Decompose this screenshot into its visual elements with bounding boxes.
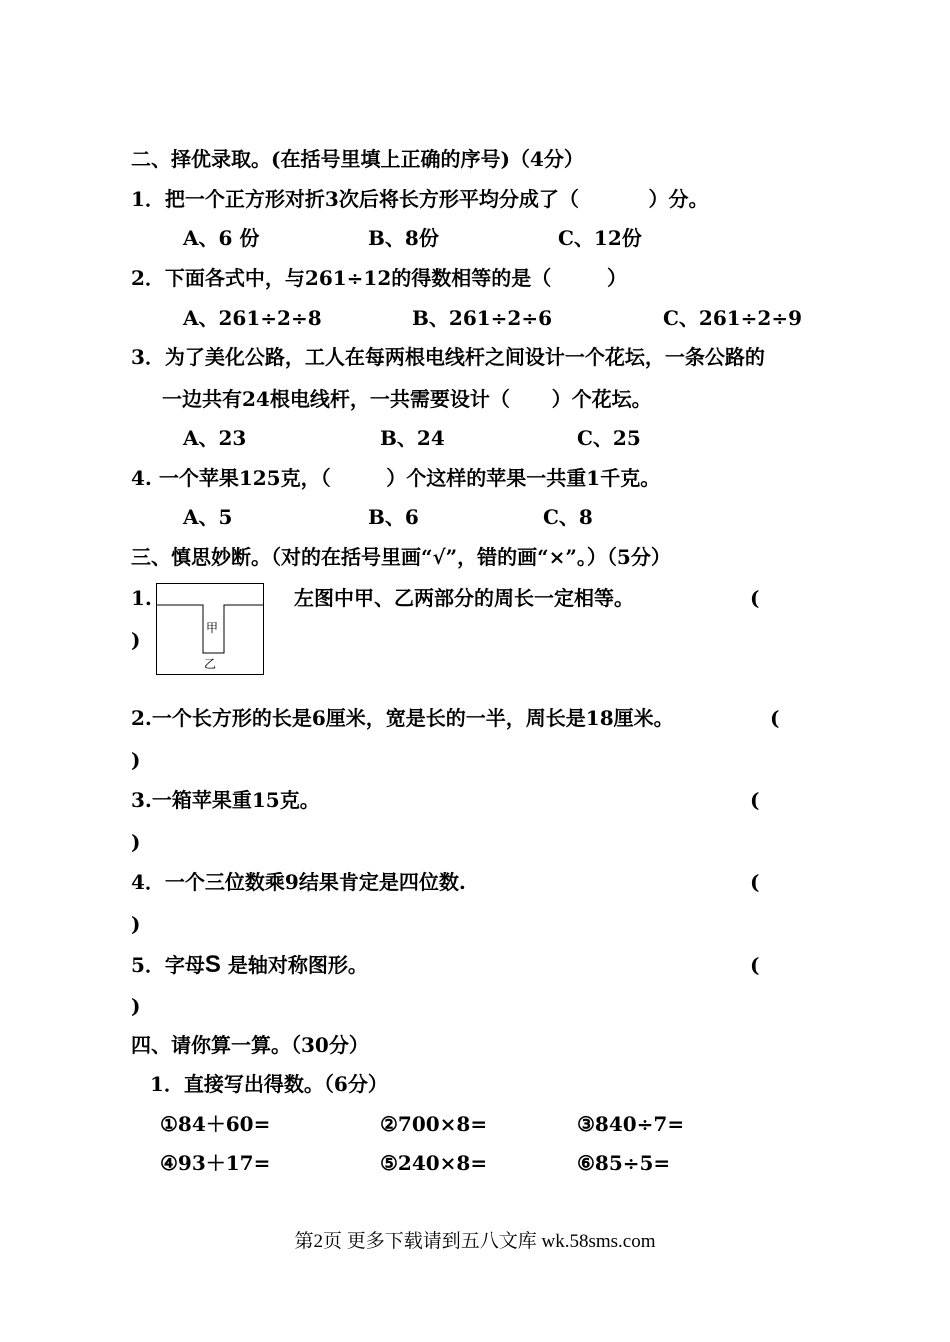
calc-item-6: ⑥85÷5= xyxy=(577,1151,671,1175)
s4-sub1-heading: 1．直接写出得数。（6分） xyxy=(150,1072,388,1096)
s3-q2-close-paren: ) xyxy=(131,748,141,772)
s3-q5-post: 是轴对称图形。 xyxy=(220,953,368,977)
s2-q4-option-b: B、6 xyxy=(368,505,419,529)
s3-q5-close-paren: ) xyxy=(131,994,141,1018)
s2-q4-option-a: A、5 xyxy=(183,505,233,529)
s3-q1-number: 1. xyxy=(131,586,152,610)
s3-q1-open-paren: ( xyxy=(750,586,760,610)
page-footer: 第2页 更多下载请到五八文库 wk.58sms.com xyxy=(294,1231,656,1252)
s2-q3-option-c: C、25 xyxy=(577,426,641,450)
s2-q3-stem-line1: 3．为了美化公路，工人在每两根电线杆之间设计一个花坛，一条公路的 xyxy=(131,345,765,369)
s3-q5-open-paren: ( xyxy=(750,953,760,977)
calc-item-5: ⑤240×8= xyxy=(380,1151,488,1175)
s3-q3-close-paren: ) xyxy=(131,830,141,854)
s3-q4-close-paren: ) xyxy=(131,912,141,936)
s3-q1-close-paren: ) xyxy=(131,628,141,652)
s3-q2-open-paren: ( xyxy=(770,706,780,730)
s2-q4-stem: 4. 一个苹果125克，（ ）个这样的苹果一共重1千克。 xyxy=(131,466,661,490)
s2-q3-option-a: A、23 xyxy=(183,426,247,450)
perimeter-diagram xyxy=(156,583,264,675)
s2-q2-stem: 2．下面各式中，与261÷12的得数相等的是（ ） xyxy=(131,266,627,290)
section-3-heading: 三、慎思妙断。（对的在括号里画“√”，错的画“×”。）（5分） xyxy=(131,545,671,569)
diagram-label-jia: 甲 xyxy=(206,621,219,635)
calc-item-4: ④93＋17= xyxy=(160,1151,271,1175)
s2-q2-option-b: B、261÷2÷6 xyxy=(412,306,552,330)
s3-q4-open-paren: ( xyxy=(750,870,760,894)
s2-q1-option-b: B、8份 xyxy=(368,226,439,250)
s3-q4-text: 4．一个三位数乘9结果肯定是四位数. xyxy=(131,870,466,894)
s3-q5-pre: 5．字母 xyxy=(131,953,205,977)
s2-q1-stem: 1．把一个正方形对折3次后将长方形平均分成了（ ）分。 xyxy=(131,187,709,211)
s3-q5-text xyxy=(131,953,368,977)
calc-item-3: ③840÷7= xyxy=(577,1112,685,1136)
s2-q1-option-a: A、6 份 xyxy=(183,226,260,250)
s3-q3-text: 3.一箱苹果重15克。 xyxy=(131,788,320,812)
diagram-label-yi: 乙 xyxy=(204,657,217,671)
calc-item-2: ②700×8= xyxy=(380,1112,488,1136)
s2-q2-option-c: C、261÷2÷9 xyxy=(663,306,803,330)
s3-q2-text: 2.一个长方形的长是6厘米，宽是长的一半，周长是18厘米。 xyxy=(131,706,674,730)
s2-q1-option-c: C、12份 xyxy=(558,226,642,250)
s2-q4-option-c: C、8 xyxy=(543,505,593,529)
s2-q3-stem-line2: 一边共有24根电线杆，一共需要设计（ ）个花坛。 xyxy=(162,387,652,411)
calc-item-1: ①84＋60= xyxy=(160,1112,271,1136)
section-2-heading: 二、择优录取。(在括号里填上正确的序号)（4分） xyxy=(131,147,584,171)
s2-q2-option-a: A、261÷2÷8 xyxy=(183,306,322,330)
s3-q1-text: 左图中甲、乙两部分的周长一定相等。 xyxy=(294,586,634,610)
section-4-heading: 四、请你算一算。（30分） xyxy=(131,1033,369,1057)
s3-q5-letter: S xyxy=(204,951,221,978)
s3-q3-open-paren: ( xyxy=(750,788,760,812)
s2-q3-option-b: B、24 xyxy=(380,426,445,450)
